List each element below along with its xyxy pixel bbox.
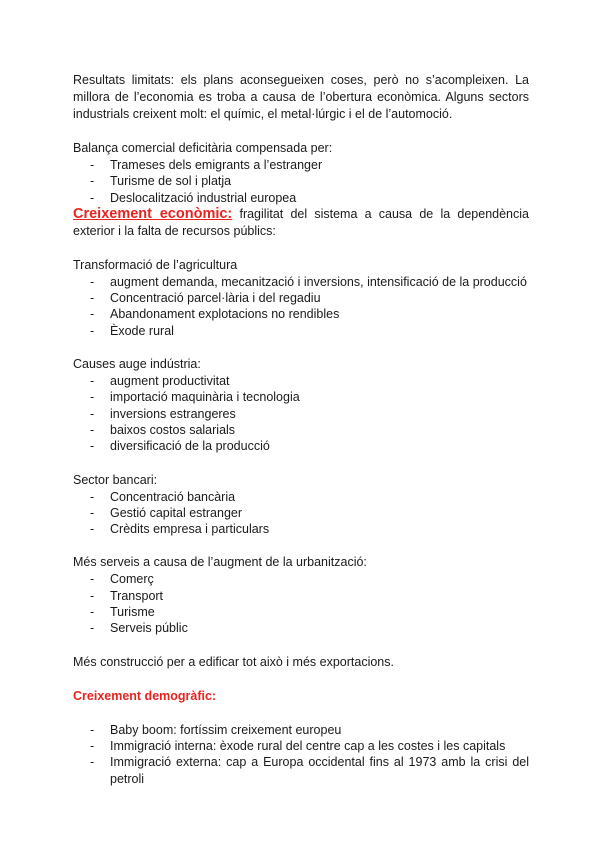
balanca-heading: Balança comercial deficitària compensada per: <box>73 141 333 155</box>
list-item: - Abandonament explotacions no rendibles <box>90 307 340 322</box>
demografic-list <box>73 722 529 787</box>
bullet-dash: - <box>90 291 95 306</box>
bullet-dash: - <box>90 323 95 338</box>
bancari-list <box>73 489 529 538</box>
bullet-dash: - <box>90 374 95 389</box>
list-item: - augment demanda, mecanització i inversions, intensificació de la producció <box>90 274 527 289</box>
list-item: - Comerç <box>90 572 154 587</box>
list-item: - importació maquinària i tecnologia <box>90 390 300 405</box>
list-item: - Deslocalització industrial europea <box>90 190 297 205</box>
agricultura-list <box>73 274 529 339</box>
bullet-dash: - <box>90 274 95 289</box>
list-item: - Immigració externa: cap a Europa occidental fins al 1973 amb la crisi del petroli <box>90 755 529 786</box>
bullet-dash: - <box>90 158 95 172</box>
list-item: - augment productivitat <box>90 374 230 389</box>
list-item: - Transport <box>90 588 164 603</box>
bullet-dash: - <box>90 439 95 454</box>
list-item: - Immigració interna: èxode rural del centre cap a les costes i les capitals <box>90 738 506 753</box>
bancari-heading: Sector bancari: <box>73 472 158 487</box>
list-item: - Èxode rural <box>90 323 174 338</box>
demografic-title: Creixement demogràfic: <box>73 688 217 703</box>
bullet-dash: - <box>90 390 95 405</box>
bullet-dash: - <box>90 572 95 587</box>
bullet-dash: - <box>90 722 95 737</box>
balanca-list <box>73 157 529 206</box>
creixement-economic-paragraph <box>73 206 529 240</box>
list-item: - Turisme <box>90 605 155 620</box>
serveis-heading: Més serveis a causa de l’augment de la urbanització: <box>73 555 367 570</box>
intro-paragraph: Resultats limitats: els plans aconsegueixen coses, però no s’acompleixen. La millora de l’economia es troba a causa de l’obertura econòmica. Alguns sectors industrials creixent molt: el químic, el metal·lúrgic i el de l’automoció. <box>73 73 529 121</box>
list-item: - Concentració parcel·lària i del regadiu <box>90 291 321 306</box>
list-item: - Serveis públic <box>90 621 188 636</box>
bullet-dash: - <box>90 174 95 189</box>
bullet-dash: - <box>90 738 95 753</box>
bullet-dash: - <box>90 422 95 437</box>
list-item: - baixos costos salarials <box>90 422 236 437</box>
creixement-economic-text: fragilitat del sistema a causa de la dependència exterior i la falta de recursos públics: <box>73 206 529 238</box>
agricultura-heading: Transformació de l’agricultura <box>73 257 238 272</box>
list-item: - diversificació de la producció <box>90 439 270 454</box>
list-item: - Gestió capital estranger <box>90 505 243 520</box>
bullet-dash: - <box>90 755 95 770</box>
serveis-list <box>73 571 529 636</box>
bullet-dash: - <box>90 505 95 520</box>
bullet-dash: - <box>90 621 95 636</box>
bullet-dash: - <box>90 406 95 421</box>
list-item: - Concentració bancària <box>90 489 236 504</box>
bullet-dash: - <box>90 522 95 537</box>
document-page <box>73 72 529 787</box>
bullet-dash: - <box>90 489 95 504</box>
list-item: - Turisme de sol i platja <box>90 174 232 189</box>
industria-heading: Causes auge indústria: <box>73 357 201 372</box>
bullet-dash: - <box>90 190 95 205</box>
list-item: - inversions estrangeres <box>90 406 236 421</box>
list-item: - Trameses dels emigrants a l’estranger <box>90 158 323 172</box>
creixement-economic-title: Creixement econòmic: <box>73 205 233 222</box>
bullet-dash: - <box>90 605 95 620</box>
list-item: - Baby boom: fortíssim creixement europeu <box>90 722 342 737</box>
bullet-dash: - <box>90 307 95 322</box>
construccio-paragraph: Més construcció per a edificar tot això i més exportacions. <box>73 654 394 669</box>
industria-list <box>73 373 529 454</box>
bullet-dash: - <box>90 588 95 603</box>
list-item: - Crèdits empresa i particulars <box>90 522 270 537</box>
